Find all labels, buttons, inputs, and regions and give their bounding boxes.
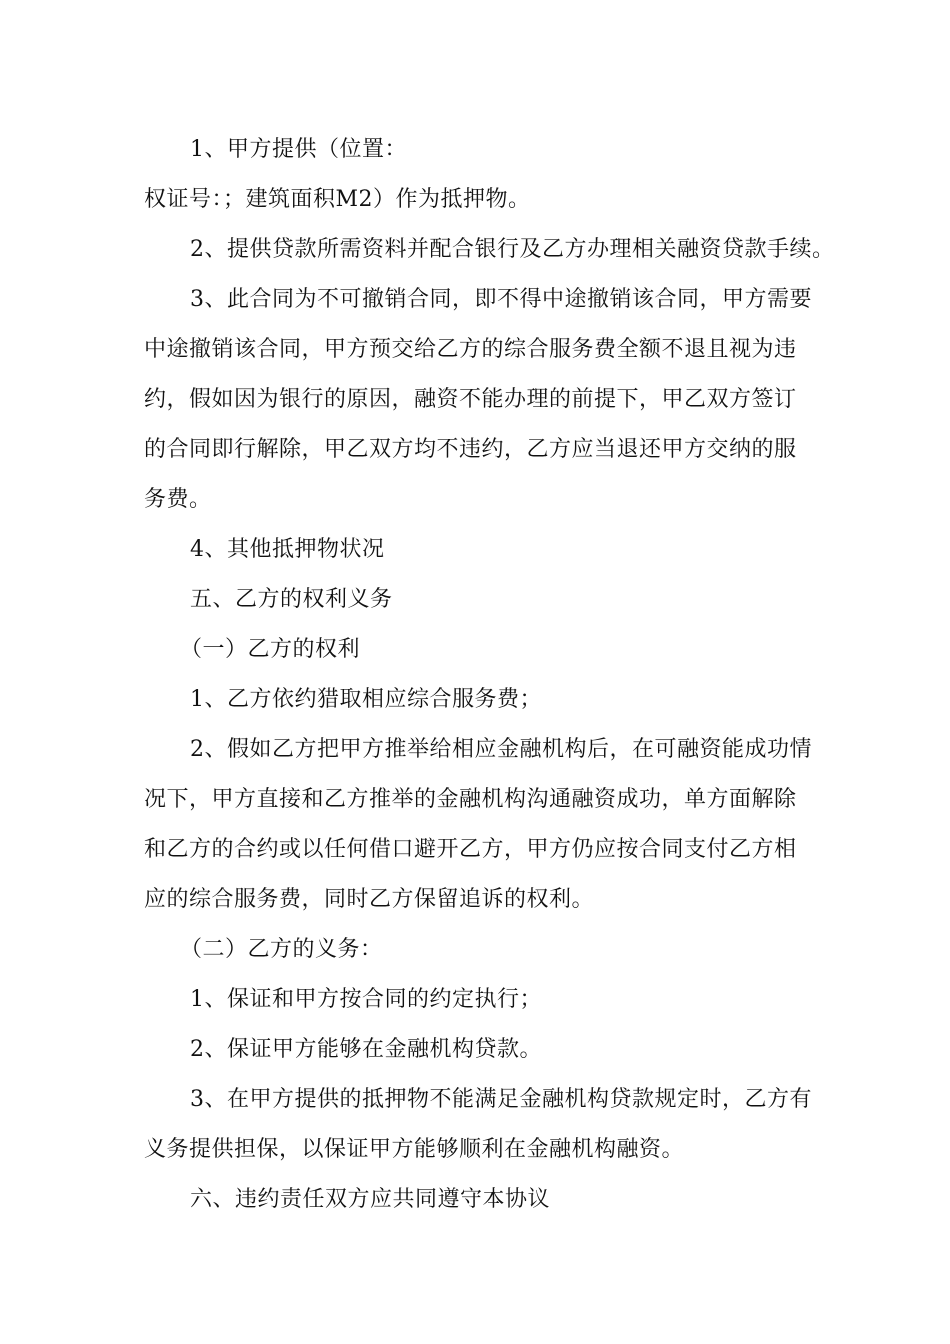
paragraph-line-1: 1、甲方提供（位置： <box>190 137 407 162</box>
paragraph-line-5: 中途撤销该合同，甲方预交给乙方的综合服务费全额不退且视为违 <box>144 337 797 362</box>
paragraph-line-2: 权证号：；建筑面积M2）作为抵押物。 <box>144 187 531 212</box>
paragraph-line-20: 3、在甲方提供的抵押物不能满足金融机构贷款规定时，乙方有 <box>190 1087 812 1112</box>
paragraph-line-16: 应的综合服务费，同时乙方保留追诉的权利。 <box>144 887 595 912</box>
paragraph-line-15: 和乙方的合约或以任何借口避开乙方，甲方仍应按合同支付乙方相 <box>144 837 797 862</box>
paragraph-line-19: 2、保证甲方能够在金融机构贷款。 <box>190 1037 542 1062</box>
paragraph-line-9: 4、其他抵押物状况 <box>190 537 385 562</box>
subsection-heading-1: （一）乙方的权利 <box>180 637 361 662</box>
paragraph-line-7: 的合同即行解除，甲乙双方均不违约，乙方应当退还甲方交纳的服 <box>144 437 797 462</box>
paragraph-line-18: 1、保证和甲方按合同的约定执行； <box>190 987 542 1012</box>
paragraph-line-13: 2、假如乙方把甲方推举给相应金融机构后，在可融资能成功情 <box>190 737 812 762</box>
paragraph-line-4: 3、此合同为不可撤销合同，即不得中途撤销该合同，甲方需要 <box>190 287 812 312</box>
section-heading-6: 六、违约责任双方应共同遵守本协议 <box>190 1187 551 1212</box>
paragraph-line-12: 1、乙方依约猎取相应综合服务费； <box>190 687 542 712</box>
paragraph-line-8: 务费。 <box>144 487 212 512</box>
section-heading-5: 五、乙方的权利义务 <box>190 587 393 612</box>
paragraph-line-14: 况下，甲方直接和乙方推举的金融机构沟通融资成功，单方面解除 <box>144 787 797 812</box>
subsection-heading-2: （二）乙方的义务： <box>180 937 383 962</box>
paragraph-line-3: 2、提供贷款所需资料并配合银行及乙方办理相关融资贷款手续。 <box>190 237 835 262</box>
paragraph-line-6: 约，假如因为银行的原因，融资不能办理的前提下，甲乙双方签订 <box>144 387 797 412</box>
paragraph-line-21: 义务提供担保，以保证甲方能够顺利在金融机构融资。 <box>144 1137 685 1162</box>
